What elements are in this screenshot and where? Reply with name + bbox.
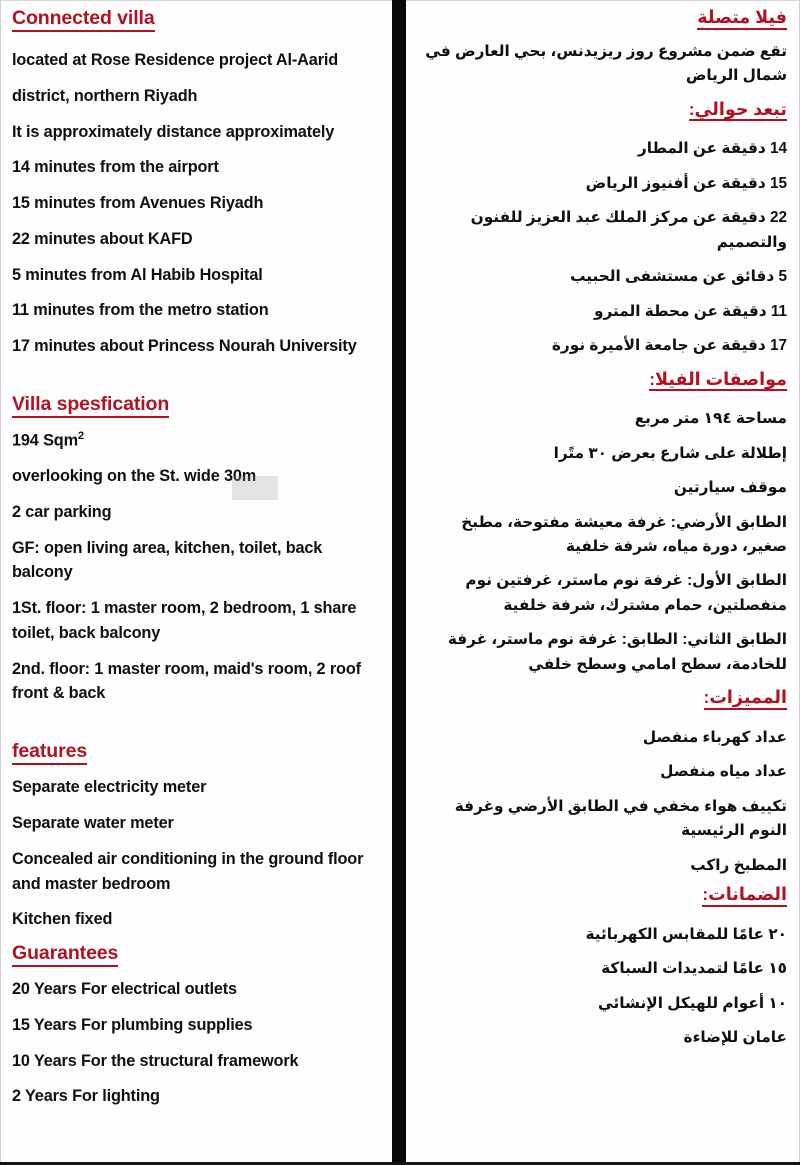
english-spec-area-value: 194 Sqm <box>12 431 78 450</box>
english-guarantee-item-1: 20 Years For electrical outlets <box>12 980 237 999</box>
arabic-spec-item-1: مساحة ١٩٤ متر مربع <box>634 410 787 428</box>
spacer <box>12 765 378 775</box>
arabic-distance-item-3: 22 دقيقة عن مركز الملك عبد العزيز للفنون والتصميم <box>470 209 787 251</box>
english-intro-line-1: located at Rose Residence project Al-Aarid <box>12 51 339 69</box>
english-distance-item-3: 22 minutes about KAFD <box>12 229 193 248</box>
arabic-spec-item-3: موقف سيارتين <box>673 479 787 497</box>
english-title-wrap <box>12 7 378 32</box>
spacer <box>12 932 378 942</box>
english-distance-item-5: 11 minutes from the metro station <box>12 301 269 320</box>
page-title-english: Connected villa <box>12 7 155 32</box>
page-title-arabic: فيلا متصلة <box>697 7 787 30</box>
english-features-heading-wrap <box>12 740 378 765</box>
spacer <box>12 359 378 393</box>
english-feature-item-1: Separate electricity meter <box>12 778 207 797</box>
arabic-feature-item-4: المطبخ راكب <box>690 856 787 874</box>
spacer <box>420 121 787 127</box>
arabic-features-heading: المميزات: <box>704 687 787 710</box>
spacer <box>12 418 378 428</box>
arabic-intro: تقع ضمن مشروع روز ريزيدنس، بحي العارض في شمال الرياض <box>425 42 787 85</box>
spacer <box>420 359 787 369</box>
english-distance-item-4: 5 minutes from Al Habib Hospital <box>12 265 263 284</box>
arabic-guarantee-item-3: ١٠ أعوام للهيكل الإنشائي <box>598 994 787 1012</box>
english-feature-item-4: Kitchen fixed <box>12 910 113 929</box>
spacer <box>420 907 787 913</box>
arabic-guarantee-item-1: ٢٠ عامًا للمقابس الكهربائية <box>585 925 787 943</box>
arabic-distance-item-5: 11 دقيقة عن محطة المترو <box>594 302 787 320</box>
english-column <box>0 0 392 1162</box>
arabic-distance-heading-wrap <box>420 99 787 122</box>
spacer <box>12 32 378 48</box>
english-intro-line-3: It is approximately distance approximately <box>12 122 335 141</box>
spacer <box>420 677 787 687</box>
arabic-title-wrap <box>420 7 787 30</box>
spacer <box>12 706 378 740</box>
english-distance-item-1: 14 minutes from the airport <box>12 158 219 177</box>
english-spec-item-2: overlooking on the St. wide 30m <box>12 467 257 486</box>
spacer <box>420 391 787 397</box>
arabic-column <box>406 0 800 1162</box>
english-feature-item-2: Separate water meter <box>12 813 174 832</box>
english-spec-item-4: GF: open living area, kitchen, toilet, back balcony <box>12 538 323 582</box>
spacer <box>420 30 787 40</box>
arabic-guarantees-heading: الضمانات: <box>702 884 787 907</box>
arabic-features-heading-wrap <box>420 687 787 710</box>
english-spec-heading-wrap <box>12 393 378 418</box>
english-spec-item-5: 1St. floor: 1 master room, 2 bedroom, 1 share toilet, back balcony <box>12 599 357 642</box>
arabic-feature-item-1: عداد كهرباء منفصل <box>642 729 787 746</box>
arabic-spec-item-4: الطابق الأرضي: غرفة معيشة مفتوحة، مطبخ صغير، دورة مياه، شرفة خلفية <box>461 513 787 556</box>
english-guarantee-item-4: 2 Years For lighting <box>12 1087 160 1106</box>
arabic-spec-heading-wrap <box>420 369 787 392</box>
arabic-guarantee-item-4: عامان للإضاءة <box>683 1029 787 1047</box>
arabic-distance-heading: تبعد حوالي: <box>689 99 787 122</box>
english-guarantee-item-2: 15 Years For plumbing supplies <box>12 1015 253 1034</box>
english-distance-item-2: 15 minutes from Avenues Riyadh <box>12 194 264 213</box>
arabic-spec-heading: مواصفات الفيلا: <box>649 369 787 392</box>
english-intro-line-2: district, northern Riyadh <box>12 86 198 105</box>
spacer <box>420 710 787 716</box>
english-spec-item-3: 2 car parking <box>12 502 112 521</box>
english-guarantees-heading-wrap <box>12 942 378 967</box>
square-superscript: 2 <box>77 429 84 442</box>
spacer <box>12 967 378 977</box>
arabic-guarantee-item-2: ١٥ عامًا لتمديدات السباكة <box>601 960 787 978</box>
english-features-heading: features <box>12 740 87 765</box>
arabic-distance-item-6: 17 دقيقة عن جامعة الأميرة نورة <box>551 337 787 355</box>
english-guarantee-item-3: 10 Years For the structural framework <box>12 1051 299 1070</box>
english-guarantees-heading: Guarantees <box>12 942 118 967</box>
column-divider <box>392 0 406 1162</box>
english-spec-item-6: 2nd. floor: 1 master room, maid's room, 2 roof front & back <box>12 659 361 703</box>
arabic-distance-item-1: 14 دقيقة عن المطار <box>637 140 787 158</box>
english-spec-heading: Villa spesfication <box>12 393 169 418</box>
english-spec-item-1 <box>12 428 378 453</box>
english-feature-item-3: Concealed air conditioning in the ground floor and master bedroom <box>12 849 364 893</box>
english-distance-item-6: 17 minutes about Princess Nourah University <box>12 337 357 356</box>
arabic-distance-item-4: 5 دقائق عن مستشفى الحبيب <box>570 268 787 286</box>
arabic-spec-item-6: الطابق الثاني: الطابق: غرفة نوم ماستر، غرفة للخادمة، سطح امامي وسطح خلفي <box>447 631 787 673</box>
arabic-spec-item-5: الطابق الأول: غرفة نوم ماستر، غرفتين نوم منفصلتين، حمام مشترك، شرفة خلفية <box>465 572 787 614</box>
arabic-feature-item-2: عداد مياه منفصل <box>660 763 787 781</box>
arabic-feature-item-3: تكييف هواء مخفي في الطابق الأرضي وغرفة النوم الرئيسية <box>454 797 787 840</box>
arabic-distance-item-2: 15 دقيقة عن أفنيوز الرياض <box>585 174 787 192</box>
spacer <box>420 89 787 99</box>
arabic-spec-item-2: إطلالة على شارع بعرض ٣٠ متًرا <box>553 444 787 462</box>
arabic-guarantees-heading-wrap <box>420 884 787 907</box>
